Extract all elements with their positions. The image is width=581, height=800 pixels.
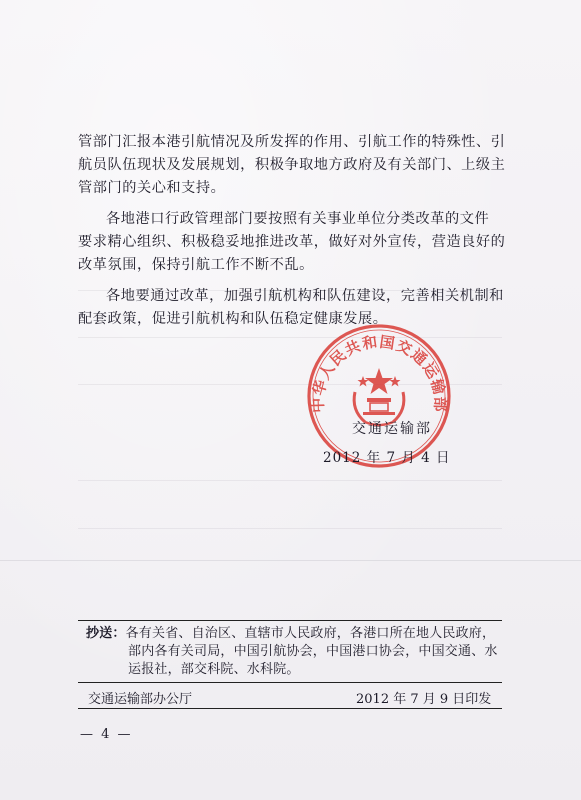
svg-text:中华人民共和国交通运输部: 中华人民共和国交通运输部 [308, 332, 450, 414]
show-through [78, 480, 502, 481]
print-date: 2012 年 7 月 9 日印发 [356, 692, 492, 707]
body-text-line: 要求精心组织、积极稳妥地推进改革，做好对外宣传，营造良好的 [78, 234, 506, 250]
cc-block [86, 626, 495, 642]
page-fold [0, 560, 581, 561]
cc-line: 各有关省、自治区、直辖市人民政府，各港口所在地人民政府， [125, 626, 496, 641]
show-through [78, 528, 502, 529]
issuing-organization: 交通运输部 [352, 421, 432, 437]
body-text-line: 各地要通过改革，加强引航机构和队伍建设，完善相关机制和 [106, 288, 504, 304]
body-text-line: 各地港口行政管理部门要按照有关事业单位分类改革的文件 [106, 211, 490, 227]
cc-line: 运报社，部交科院、水科院。 [128, 662, 300, 677]
signing-date: 2012 年 7 月 4 日 [323, 450, 451, 466]
body-text-line: 管部门汇报本港引航情况及所发挥的作用、引航工作的特殊性、引 [78, 134, 506, 150]
body-text-line: 改革氛围，保持引航工作不断不乱。 [78, 257, 314, 273]
page-number: — 4 — [80, 727, 133, 742]
divider-bottom [78, 708, 502, 709]
cc-label: 抄送： [86, 626, 126, 641]
body-text-line: 航员队伍现状及发展规划，积极争取地方政府及有关部门、上级主 [78, 157, 506, 173]
body-text-line: 管部门的关心和支持。 [78, 180, 226, 196]
issuing-office: 交通运输部办公厅 [88, 692, 193, 707]
body-text-line: 配套政策，促进引航机构和队伍稳定健康发展。 [78, 311, 388, 327]
divider-top [78, 620, 502, 621]
divider-middle [78, 682, 502, 683]
cc-line: 部内各有关司局，中国引航协会，中国港口协会，中国交通、水 [128, 644, 498, 659]
